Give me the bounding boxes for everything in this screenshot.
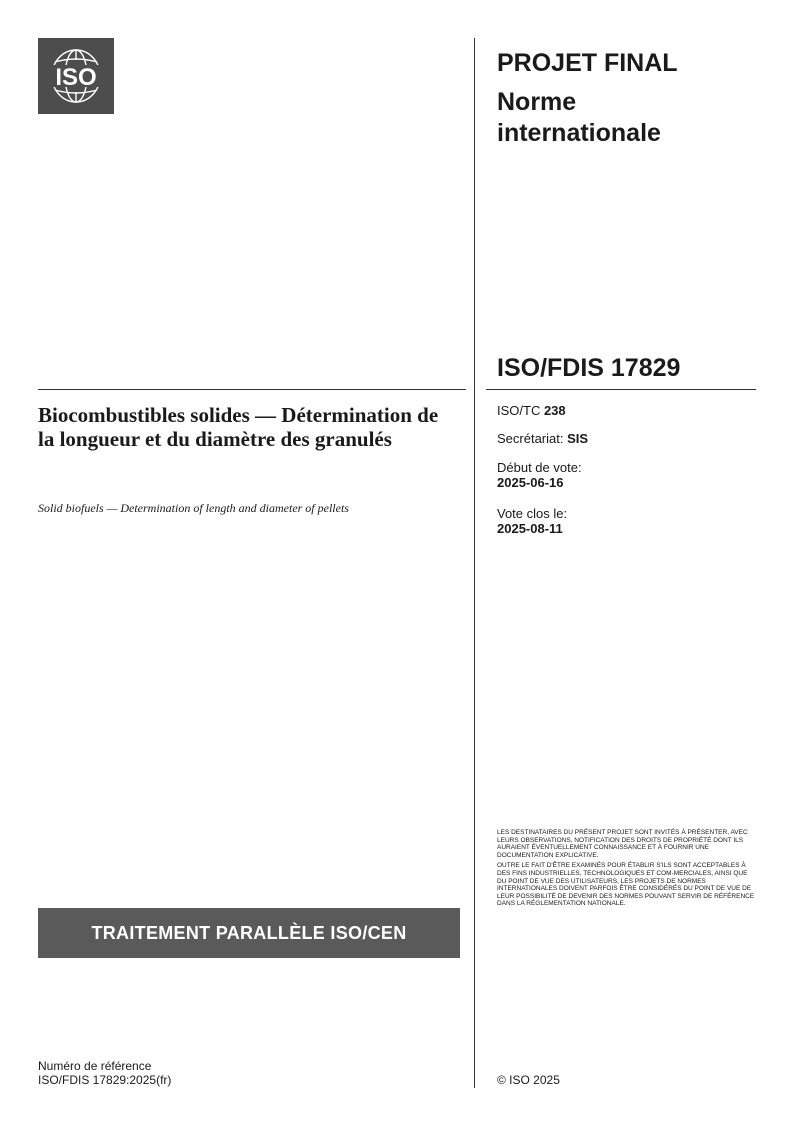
- secretariat-value: SIS: [567, 431, 589, 446]
- technical-committee: [497, 403, 566, 418]
- iso-logo: [38, 38, 114, 114]
- vote-start-label: Début de vote:: [497, 460, 582, 475]
- secretariat: [497, 431, 588, 446]
- title-french: Biocombustibles solides — Détermination de la longueur et du diamètre des granulés: [38, 403, 439, 451]
- notice-paragraph-2: OUTRE LE FAIT D'ÊTRE EXAMINÉS POUR ÉTABLIR S'ILS SONT ACCEPTABLES À DES FINS INDUSTRIELLES, TECHNOLOGIQUES ET COM-MERCIALES, AINSI QUE DU POINT DE VUE DES UTILISATEURS, LES PROJETS DE NORMES INTERNATIONALES DOIVENT PARFOIS ÊTRE CONSIDÉRÉS DU POINT DE VUE DE LEUR POSSIBILITÉ DE DEVENIR DES NORMES POUVANT SERVIR DE RÉFÉRENCE DANS LA RÉGLEMENTATION NATIONALE.: [497, 862, 755, 908]
- vote-start-date: 2025-06-16: [497, 475, 564, 490]
- copyright: © ISO 2025: [497, 1073, 560, 1087]
- tc-value: 238: [543, 403, 566, 418]
- title-english: Solid biofuels — Determination of length and diameter of pellets: [38, 501, 349, 515]
- secretariat-label: Secrétariat:: [497, 431, 568, 446]
- logo-text: ISO: [55, 64, 97, 91]
- vote-end-label: Vote clos le:: [497, 506, 568, 521]
- vote-end-date: 2025-08-11: [497, 521, 563, 536]
- legal-notice: [497, 829, 757, 911]
- horizontal-divider-right: [486, 389, 756, 390]
- reference-label: Numéro de référence: [38, 1059, 152, 1073]
- horizontal-divider-left: [38, 389, 466, 390]
- document-type: Norme internationale: [497, 88, 661, 147]
- reference-number: ISO/FDIS 17829:2025(fr): [38, 1073, 172, 1087]
- document-number: ISO/FDIS 17829: [497, 354, 681, 382]
- vertical-divider: [474, 38, 475, 1088]
- parallel-processing-banner: TRAITEMENT PARALLÈLE ISO/CEN: [38, 908, 460, 958]
- notice-paragraph-1: LES DESTINATAIRES DU PRÉSENT PROJET SONT INVITÉS À PRÉSENTER, AVEC LEURS OBSERVATIONS, NOTIFICATION DES DROITS DE PROPRIÉTÉ DONT ILS AURAIENT ÉVENTUELLEMENT CONNAISSANCE ET À FOURNIR UNE DOCUMENTATION EXPLICATIVE.: [497, 829, 748, 859]
- document-status: PROJET FINAL: [497, 49, 678, 77]
- iso-globe-logo-icon: [38, 38, 114, 114]
- tc-label: ISO/TC: [497, 403, 544, 418]
